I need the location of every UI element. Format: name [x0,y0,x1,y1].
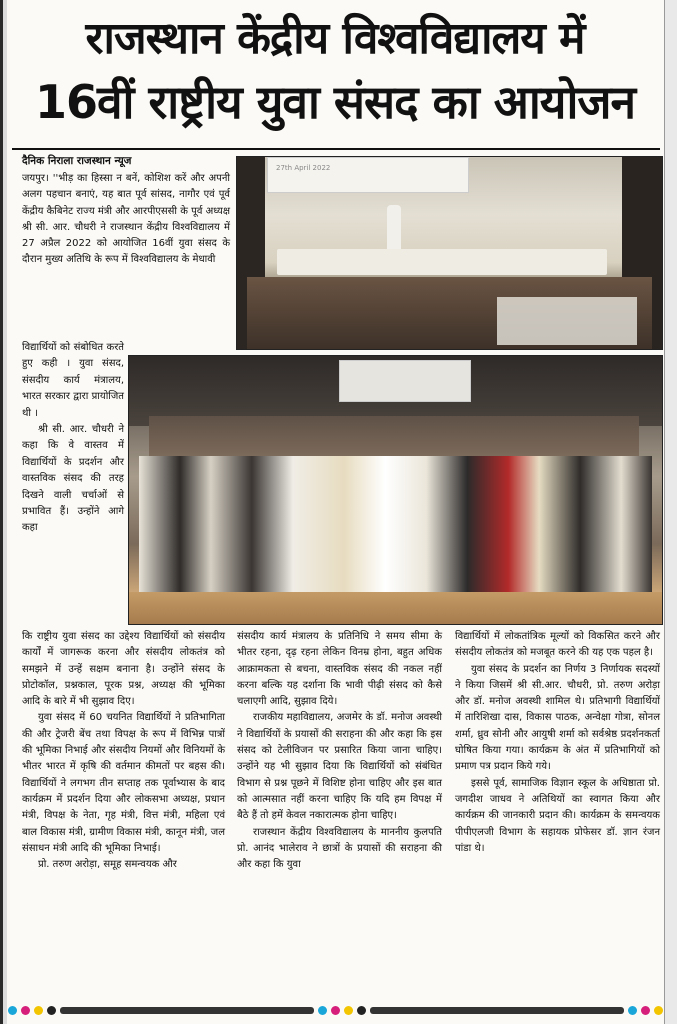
article-paragraph: कि राष्ट्रीय युवा संसद का उद्देश्य विद्यार्थियों को संसदीय कार्यों में जागरूक करना और संसदीय लोकतंत्र को समझने में उन्हें सक्षम बनाना है। उन्होंने संसद के प्रोटोकॉल, प्रश्नकाल, पूरक प्रश्न, अध्यक्ष की भूमिका आदि के बारे में भी सुझाव दिए। [22,631,225,708]
article-paragraph: जयपुर। ''भीड़ का हिस्सा न बनें, कोशिश करें और अपनी अलग पहचान बनाएं, यह बात पूर्व सांसद, नागौर एवं पूर्व केंद्रीय कैबिनेट राज्य मंत्री और आरपीएससी के पूर्व अध्यक्ष श्री सी. आर. चौधरी ने राजस्थान केंद्रीय विश्वविद्यालय में 27 अप्रैल 2022 को आयोजित 16वीं युवा संसद के दौरान मुख्य अतिथि के रूप में विश्वविद्यालय के मेधावी [22,173,230,266]
registration-dot [318,1006,327,1015]
article-column-narrow [22,340,124,537]
article-paragraph: विद्यार्थियों में लोकतांत्रिक मूल्यों को विकसित करने और संसदीय लोकतंत्र को मजबूत करने की यह एक पहल है। [455,631,660,659]
page-edge-right [664,0,677,1024]
article-paragraph: श्री सी. आर. चौधरी ने कहा कि वे वास्तव में विद्यार्थियों के प्रदर्शन और वास्तविक संसद की तरह दिखने वाली चर्चाओं से प्रभावित हैं। उन्होंने आगे कहा [22,424,124,534]
front-table [497,297,637,345]
headline [10,8,660,134]
floor [129,592,662,624]
registration-dot [47,1006,56,1015]
registration-dot [344,1006,353,1015]
byline: दैनिक निराला राजस्थान न्यूज [22,155,132,167]
headline-line-2: 16वीं राष्ट्रीय युवा संसद का आयोजन [34,75,636,129]
article-paragraph: प्रो. तरुण अरोड़ा, समूह समन्वयक और [38,859,177,871]
article-paragraph: राजस्थान केंद्रीय विश्वविद्यालय के माननीय कुलपति प्रो. आनंद भालेराव ने छात्रों के प्रयासों की सराहना की और कहा कि युवा [237,826,442,871]
article-paragraph: विद्यार्थियों को संबोधित करते हुए कही । युवा संसद, संसदीय कार्य मंत्रालय, भारत सरकार द्वारा प्रायोजित थी । [22,342,124,419]
registration-dot [641,1006,650,1015]
registration-dot [21,1006,30,1015]
article-column-2 [237,629,442,873]
page-edge-light [3,0,7,1024]
registration-dot [628,1006,637,1015]
registration-dot [331,1006,340,1015]
registration-dot [8,1006,17,1015]
screen-text: 27th April 2022 [276,164,331,172]
article-column-3 [455,629,660,857]
speaker-figure [387,205,401,253]
article-column-left-top [22,171,230,269]
photo-group [128,355,663,625]
registration-dot [654,1006,663,1015]
headline-line-1: राजस्थान केंद्रीय विश्वविद्यालय में [85,13,585,64]
photo-stage-event [236,156,663,350]
registration-dot [357,1006,366,1015]
front-row-crowd [139,456,652,596]
registration-line [60,1007,314,1014]
article-paragraph: युवा संसद में 60 चयनित विद्यार्थियों ने प्रतिभागिता की और ट्रेजरी बेंच तथा विपक्ष के रूप में विभिन्न पात्रों की भूमिका निभाई और संसदीय नियमों और विनियमों के भीतर भारत में कृषि की वर्तमान कीमतों पर बहस की। विद्यार्थियों ने लगभग तीन सप्ताह तक पूर्वाभ्यास के बाद कार्यक्रम में प्रदर्शन दिया और लोकसभा अध्यक्ष, प्रधान मंत्री, विपक्ष के नेता, गृह मंत्री, वित्त मंत्री, महिला एवं बाल विकास मंत्री, ग्रामीण विकास मंत्री, कानून मंत्री, जल संसाधन मंत्री आदि की भूमिका निभाई। [22,712,225,854]
registration-line [370,1007,624,1014]
article-paragraph: इससे पूर्व, सामाजिक विज्ञान स्कूल के अधिष्ठाता प्रो. जगदीश जाधव ने अतिथियों का स्वागत किया और कार्यक्रम की जानकारी प्रदान की। कार्यक्रम के समन्वयक पीपीएलजी विभाग के सहायक प्रोफेसर डॉ. ज्ञान रंजन पांडा थे। [455,777,660,854]
registration-dot [34,1006,43,1015]
article-paragraph: संसदीय कार्य मंत्रालय के प्रतिनिधि ने समय सीमा के भीतर रहना, दृढ़ रहना लेकिन विनम्र होना, बहुत अधिक आक्रामकता से बचना, वास्तविक संसद की नकल नहीं करना बल्कि यह दर्शाना कि भावी पीढ़ी संसद को कैसे चलाएगी आदि, सुझाव दिये। [237,631,442,708]
article-column-1 [22,629,225,873]
projector-screen [267,157,469,193]
stage-table [277,249,607,275]
projector-screen-2 [339,360,471,402]
article-paragraph: युवा संसद के प्रदर्शन का निर्णय 3 निर्णायक सदस्यों ने किया जिसमें श्री सी.आर. चौधरी, प्रो. तरुण अरोड़ा और डॉ. मनोज अवस्थी शामिल थे। प्रतिभागी विद्यार्थियों में तारिशिखा दास, विकास पाठक, अन्वेक्षा गोत्रा, सोनल शर्मा, ध्रुव सोनी और आयुषी शर्मा को सर्वश्रेष्ठ प्रदर्शनकर्ता घोषित किया गया। कार्यक्रम के अंत में प्रतिभागियों को प्रमाण पत्र प्रदान किये गये। [455,663,660,773]
print-registration-bar [8,1003,663,1017]
headline-rule [12,148,660,150]
article-paragraph: राजकीय महाविद्यालय, अजमेर के डॉ. मनोज अवस्थी ने विद्यार्थियों के प्रयासों की सराहना की और कहा कि इस संसद को टेलीविजन पर प्रसारित किया जाना चाहिए। उन्होंने यह भी सुझाव दिया कि विद्यार्थियों को संबंधित विभाग से प्रश्न पूछने में विशिष्ट होना चाहिए और इस बात को आत्मसात नहीं करना चाहिए कि यदि हम विपक्ष में बैठे हैं तो हमें केवल नकारात्मक होना चाहिए। [237,712,442,822]
